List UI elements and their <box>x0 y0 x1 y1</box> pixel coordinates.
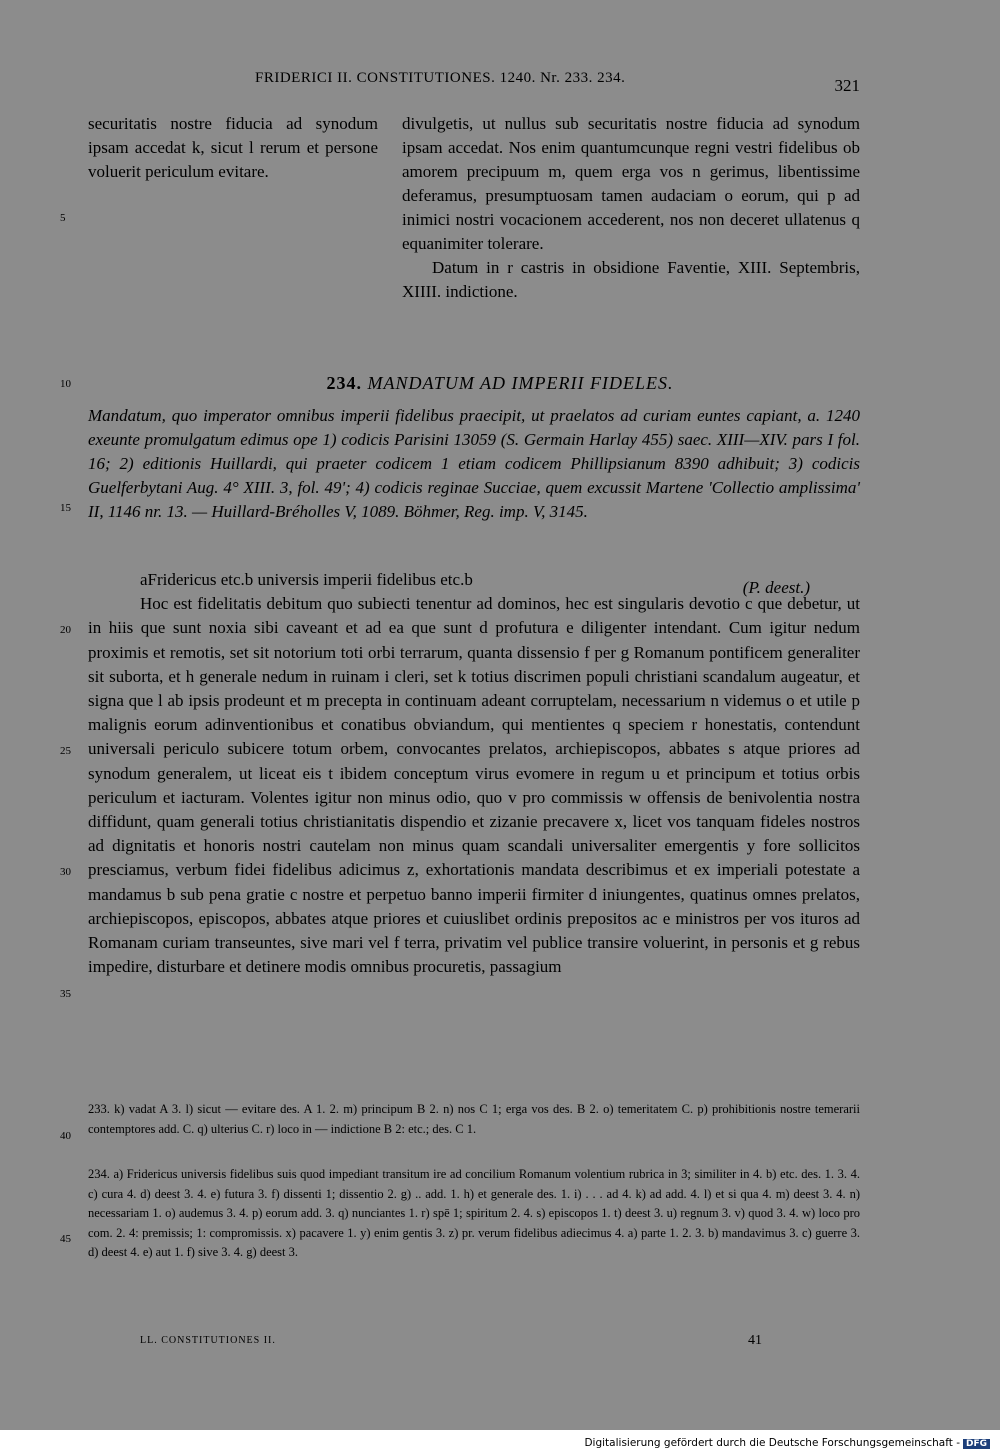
paragraph: divulgetis, ut nullus sub securitatis nostre fiducia ad synodum ipsam accedat. Nos enim quantumcunque regni vestri fidelibus ob amorem precipuum m, quem erga vos n gerimus, libentissime deferamus, presumptuosam tamen audaciam o eorum, qui p ad inimici nostri vocacionem accederent, nos non deceret ullatenus q equanimiter tolerare. <box>402 114 860 253</box>
document-body <box>88 568 860 979</box>
line-number: 40 <box>60 1130 71 1142</box>
dfg-logo: DFG <box>963 1439 990 1449</box>
footnote-block: 233. k) vadat A 3. l) sicut — evitare des. A 1. 2. m) principum B 2. n) nos C 1; erga vos des. B 2. o) temeritatem C. p) prohibitionis nostre temerarii contemptores add. C. q) ulterius C. r) loco in — indictione B 2: etc.; des. C 1. <box>88 1102 860 1136</box>
page-number: 321 <box>834 76 860 95</box>
footnote-block: 234. a) Fridericus universis fidelibus suis quod impediant transitum ire ad concilium Romanum volentium rubrica in 3; similiter in 4. b) etc. des. 1. 3. 4. c) cura 4. d) deest 3. 4. e) futura 3. f) dissenti 1; dissentio 2. g) .. add. 1. h) et generale des. 1. i) . . . ad 4. k) ad add. 4. l) et si qua 4. m) deest 3. 4. n) necessariam 1. o) audemus 3. 4. p) eorum add. 3. q) nunciantes 1. r) spē 1; spiritum 2. 4. s) episcopos 1. t) deest 3. u) regnum 3. v) quod 3. 4. w) loco pro com. 2. 4: premissis; 1: compromissis. x) pacavere 1. y) enim gentis 3. z) pr. verum fidelibus adiecimus 4. a) parte 1. 2. 3. b) mandavimus 3. c) guerre 3. d) deest 4. e) aut 1. f) sive 3. 4. g) deest 3. <box>88 1167 860 1259</box>
regest-paragraph: Mandatum, quo imperator omnibus imperii fidelibus praecipit, ut praelatos ad curiam euntes capiant, a. 1240 exeunte promulgatum edimus ope 1) codicis Parisini 13059 (S. Germain Harlay 455) saec. XIII—XIV. pars I fol. 16; 2) editionis Huillardi, qui praeter codicem 1 etiam codicem Phillipsianum 8390 adhibuit; 3) codicis Guelferbytani Aug. 4° XIII. 3, fol. 49'; 4) codicis reginae Succiae, quem excussit Martene 'Collectio amplissima' II, 1146 nr. 13. — Huillard-Bréholles V, 1089. Böhmer, Reg. imp. V, 3145. <box>88 406 860 521</box>
line-number: 20 <box>60 624 71 636</box>
document-title <box>0 373 1000 394</box>
dfg-banner <box>584 1437 990 1449</box>
dating-clause: Datum in r castris in obsidione Faventie, XIII. Septembris, XIIII. indictione. <box>402 258 860 301</box>
line-number: 10 <box>60 378 71 390</box>
footnotes-234 <box>88 1165 860 1263</box>
salutation: aFridericus etc.b universis imperii fidelibus etc.b <box>140 570 473 589</box>
line-number: 5 <box>60 212 66 224</box>
signature-mark: 41 <box>748 1333 762 1348</box>
line-number: 25 <box>60 745 71 757</box>
document-title-text: MANDATUM AD IMPERII FIDELES. <box>367 373 674 393</box>
line-number: 30 <box>60 866 71 878</box>
line-number: 45 <box>60 1233 71 1245</box>
series-footer: LL. CONSTITUTIONES II. <box>140 1335 276 1346</box>
right-column-text <box>402 112 860 304</box>
footnotes-233 <box>88 1100 860 1139</box>
paragraph: securitatis nostre fiducia ad synodum ipsam accedat k, sicut l rerum et persone voluerit periculum evitare. <box>88 114 378 181</box>
line-number: 35 <box>60 988 71 1000</box>
line-number: 15 <box>60 502 71 514</box>
left-column-text <box>88 112 378 184</box>
body-paragraph: Hoc est fidelitatis debitum quo subiecti tenentur ad dominos, hec est singularis devotio c que debetur, ut in hiis que sunt noxia sibi caveant et ad ea que sunt d profutura e diligenter intendant. Cum igitur nedum proximis et remotis, set sit notorium toti orbi terrarum, quanta dissensio f per g Romanum pontificem generaliter sit suborta, et h generale nedum in ruinam i cleri, set k totius discrimen populi christiani scandalum augeatur, et signa que l ab ipsis prodeunt et m precepta in continuam adeant corruptelam, necessarium n videmus o et utile p malignis eorum adinventionibus et conatibus obviandum, qui mentientes q speciem r honestatis, contendunt universali periculo subicere totum orbem, convocantes prelatos, archiepiscopos, abbates s atque priores ad synodum generalem, ut liceat eis t ibidem conceptum virus evomere in regum u et principum et totius orbis periculum et iacturam. Volentes igitur non minus odio, quo v pro commissis w offensis de benivolentia nostra diffidunt, quam generali totius christianitatis dispendio et zizanie precavere x, licet vos tanquam fideles nostros ad dignitatis et honoris nostri cautelam non minus quam scandali universaliter emergentis y fore sollicitos presciamus, verbum fidei fidelibus adicimus z, exhortationis mandata describimus et ex imperiali potestate a mandamus b sub pena gratie c nostre et perpetuo banno imperii firmiter d iniungentes, quatinus omnes prelatos, archiepiscopos, episcopos, abbates atque priores et cuiuslibet ordinis prepositos ac e ministros per vos ituros ad Romanam curiam transeuntes, sive mari vel f terra, privatim vel publice transire voluerint, in personis et g rebus impedire, disturbare et detinere modis omnibus procuretis, passagium <box>88 594 860 977</box>
deest-note: (P. deest.) <box>742 578 810 597</box>
running-title: FRIDERICI II. CONSTITUTIONES. 1240. Nr. 233. 234. <box>255 70 626 86</box>
document-number: 234. <box>326 373 363 393</box>
dfg-banner-text: Digitalisierung gefördert durch die Deutsche Forschungsgemeinschaft - <box>584 1437 960 1449</box>
